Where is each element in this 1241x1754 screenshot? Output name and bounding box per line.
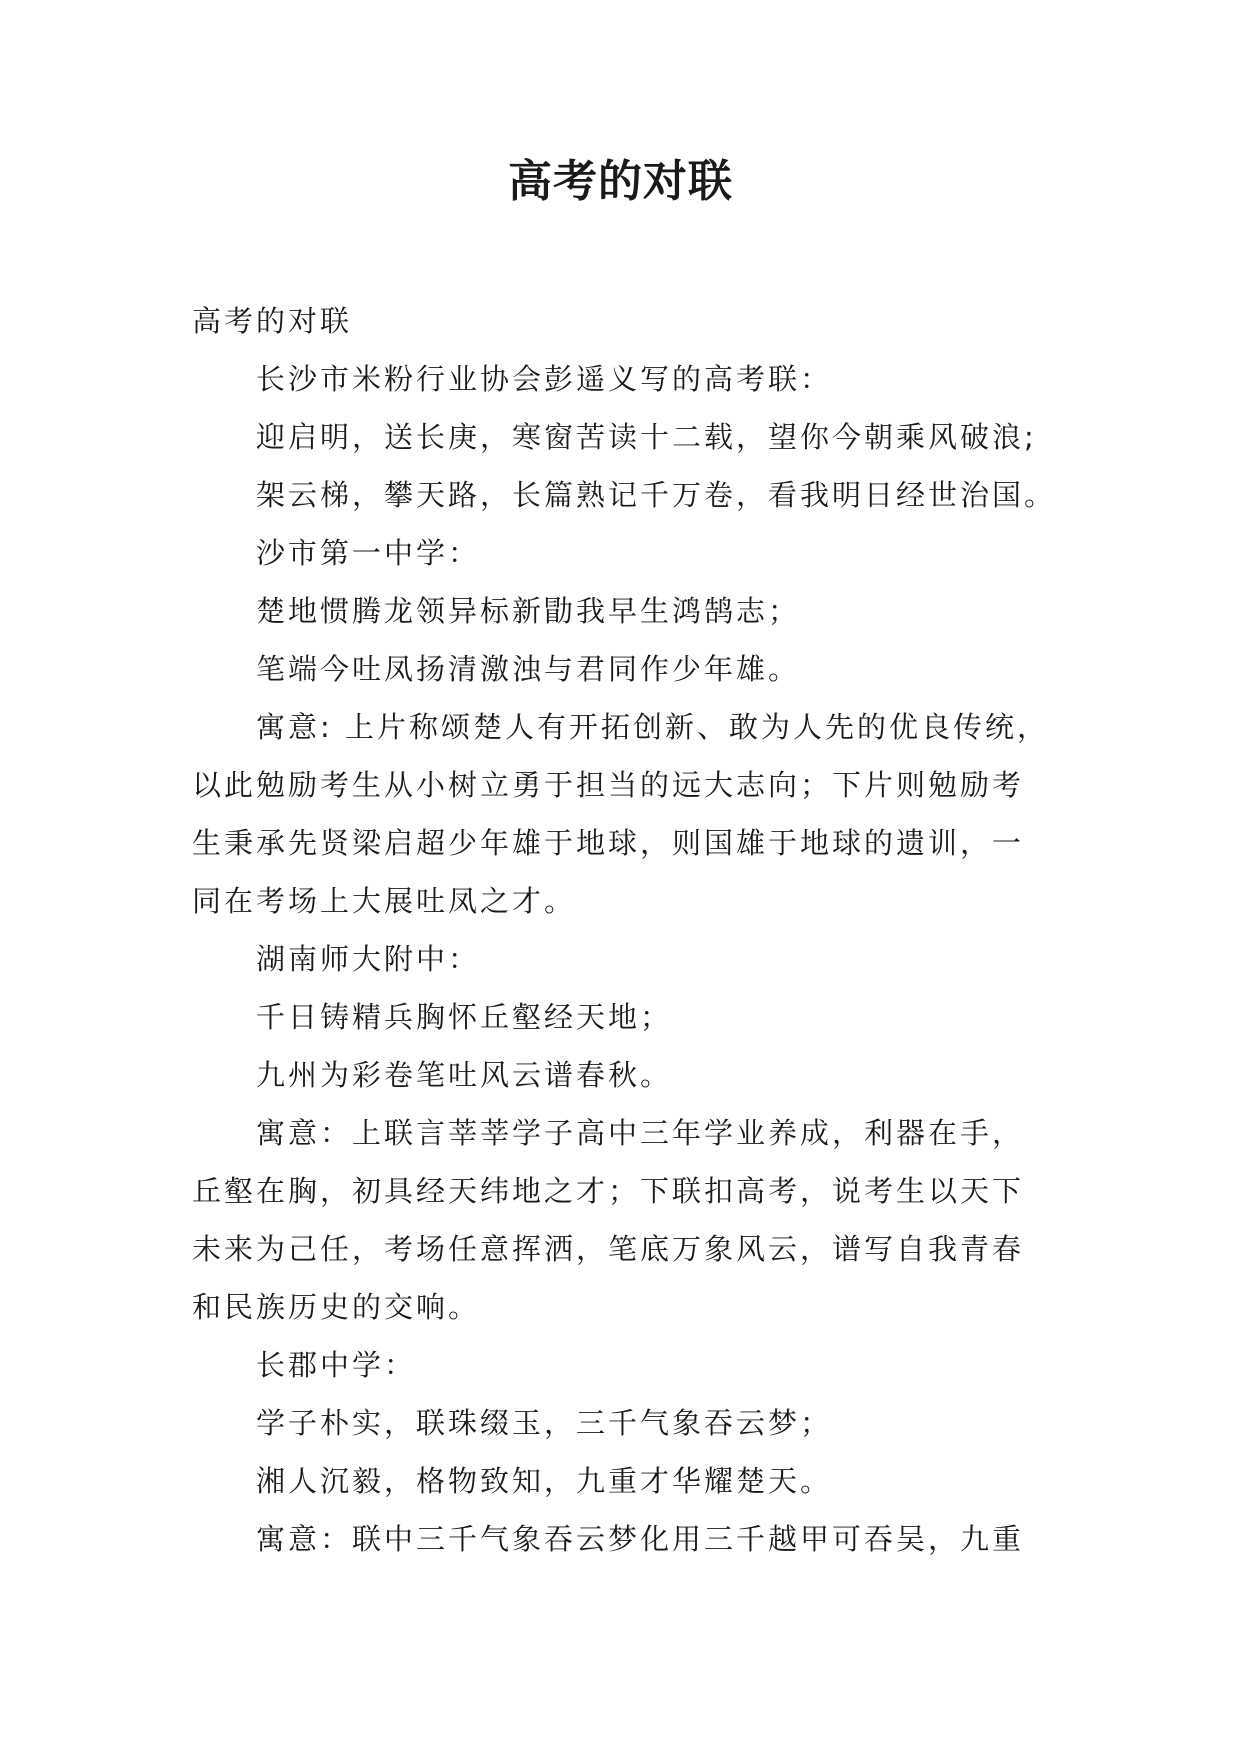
paragraph: 长沙市米粉行业协会彭遥义写的高考联： <box>256 362 833 396</box>
paragraph-line: 丘壑在胸，初具经天纬地之才；下联扣高考，说考生以天下 <box>192 1174 1025 1208</box>
paragraph-heading: 高考的对联 <box>192 304 353 338</box>
document-body <box>192 292 1072 1568</box>
couplet-line: 楚地惯腾龙领异标新勖我早生鸿鹄志； <box>256 594 801 628</box>
paragraph-line: 生秉承先贤梁启超少年雄于地球，则国雄于地球的遗训，一 <box>192 826 1025 860</box>
couplet-line: 湘人沉毅，格物致知，九重才华耀楚天。 <box>256 1464 833 1498</box>
paragraph-line: 未来为己任，考场任意挥洒，笔底万象风云，谱写自我青春 <box>192 1232 1025 1266</box>
paragraph-line: 以此勉励考生从小树立勇于担当的远大志向；下片则勉励考 <box>192 768 1025 802</box>
paragraph-line: 和民族历史的交响。 <box>192 1290 481 1324</box>
couplet-line: 迎启明，送长庚，寒窗苦读十二载，望你今朝乘风破浪; <box>256 420 1037 454</box>
paragraph-line: 同在考场上大展吐凤之才。 <box>192 884 577 918</box>
meaning-paragraph <box>192 698 1072 930</box>
paragraph: 长郡中学： <box>256 1348 417 1382</box>
meaning-paragraph <box>192 1104 1072 1336</box>
couplet-line: 架云梯，攀天路，长篇熟记千万卷，看我明日经世治国。 <box>256 478 1057 512</box>
paragraph: 寓意：联中三千气象吞云梦化用三千越甲可吞吴，九重 <box>256 1522 1025 1556</box>
paragraph-line: 寓意: 上片称颂楚人有开拓创新、敢为人先的优良传统， <box>256 710 1049 744</box>
couplet-line: 笔端今吐凤扬清激浊与君同作少年雄。 <box>256 652 801 686</box>
paragraph: 沙市第一中学： <box>256 536 481 570</box>
couplet-line: 九州为彩卷笔吐风云谱春秋。 <box>256 1058 673 1092</box>
paragraph-line: 寓意：上联言莘莘学子高中三年学业养成，利器在手， <box>256 1116 1025 1150</box>
couplet-line: 千日铸精兵胸怀丘壑经天地； <box>256 1000 673 1034</box>
document-title: 高考的对联 <box>508 156 733 207</box>
couplet-line: 学子朴实，联珠缀玉，三千气象吞云梦； <box>256 1406 833 1440</box>
paragraph: 湖南师大附中： <box>256 942 481 976</box>
